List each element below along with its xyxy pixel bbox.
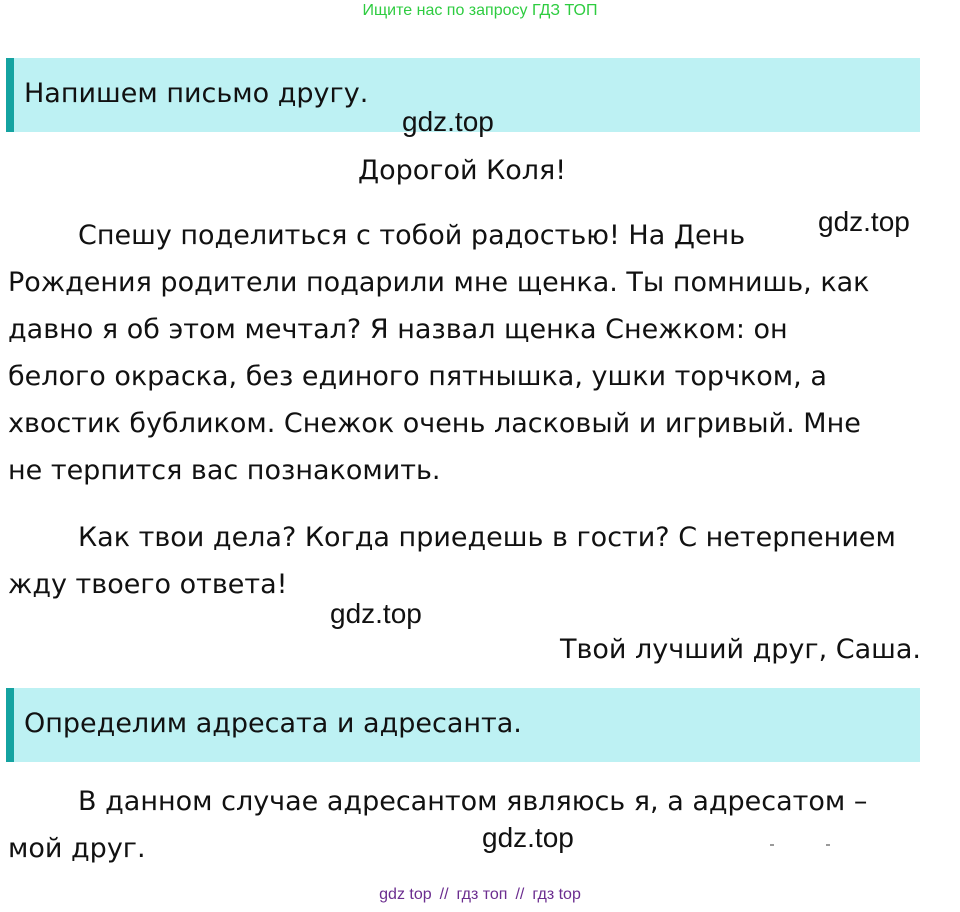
section-title: Напишем письмо другу. (24, 78, 369, 109)
letter-line: Спешу поделиться с тобой радостью! На День (78, 220, 746, 251)
top-banner: Ищите нас по запросу ГДЗ ТОП (362, 2, 598, 19)
footer-links (0, 886, 960, 904)
section-header-addressee (6, 688, 920, 762)
section-title: Определим адресата и адресанта. (24, 708, 522, 739)
letter-line: Как твои дела? Когда приедешь в гости? С нетерпением (78, 522, 896, 553)
answer-line: мой друг. (8, 833, 146, 864)
watermark: gdz.top (818, 206, 910, 237)
letter-line: давно я об этом мечтал? Я назвал щенка Снежком: он (8, 314, 788, 345)
footer-separator: // (515, 886, 525, 903)
letter-greeting: Дорогой Коля! (358, 155, 567, 186)
footer-separator: // (439, 886, 449, 903)
watermark: gdz.top (330, 598, 422, 629)
watermark: gdz.top (402, 106, 494, 137)
section-accent-bar (6, 58, 14, 132)
footer-link[interactable]: гдз top (532, 886, 581, 903)
scan-speck (770, 844, 774, 846)
footer-link[interactable]: gdz top (379, 886, 432, 903)
letter-signature: Твой лучший друг, Саша. (560, 634, 921, 665)
letter-line: не терпится вас познакомить. (8, 455, 441, 486)
letter-line: Рождения родители подарили мне щенка. Ты помнишь, как (8, 267, 870, 298)
scan-speck (826, 844, 830, 846)
answer-line: В данном случае адресантом являюсь я, а адресатом – (78, 786, 868, 817)
letter-line: хвостик бубликом. Снежок очень ласковый и игривый. Мне (8, 408, 861, 439)
section-accent-bar (6, 688, 14, 762)
letter-line: белого окраска, без единого пятнышка, ушки торчком, а (8, 361, 827, 392)
letter-line: жду твоего ответа! (8, 569, 288, 600)
watermark: gdz.top (482, 822, 574, 853)
footer-link[interactable]: гдз топ (456, 886, 508, 903)
